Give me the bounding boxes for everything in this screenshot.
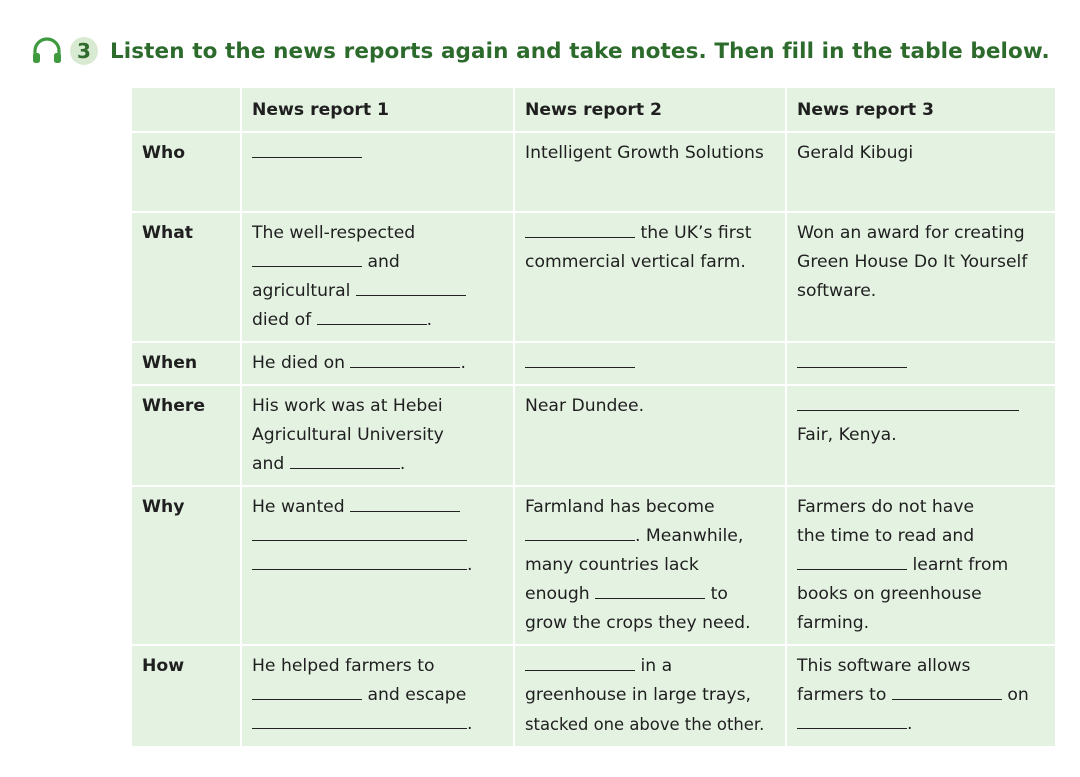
answer-blank[interactable] [252,142,362,158]
cell-text: The well-respected [252,223,416,243]
cell-where-report-1 [241,385,514,486]
table-row-how [131,645,1056,747]
exercise-header [30,34,1050,68]
cell-what-report-2 [514,212,786,342]
cell-text: He died on [252,353,346,373]
cell-text: and escape [367,685,467,705]
answer-blank[interactable] [252,713,467,729]
answer-blank[interactable] [350,496,460,512]
table-row-who [131,132,1056,212]
cell-text: His work was at Hebei Agricultural University [252,396,444,445]
exercise-instructions: Listen to the news reports again and take notes. Then fill in the table below. [110,38,1050,64]
column-header-report-1: News report 1 [241,87,514,132]
answer-blank[interactable] [525,222,635,238]
cell-text: Farmers do not have [797,497,975,517]
answer-blank[interactable] [317,309,427,325]
notes-table [130,86,1057,748]
cell-text: . [467,555,473,575]
answer-blank[interactable] [525,655,635,671]
table-row-when [131,342,1056,385]
cell-text: commercial vertical farm. [525,252,746,272]
column-header-report-3: News report 3 [786,87,1056,132]
cell-what-report-1 [241,212,514,342]
cell-text: agricultural [252,281,351,301]
cell-text: . Meanwhile, [635,526,744,546]
cell-text: farmers to [797,685,887,705]
cell-text: Fair, Kenya. [797,425,897,445]
cell-text: and [252,454,285,474]
cell-text: . [399,454,406,474]
cell-text: to [710,584,728,604]
cell-text: He wanted [252,497,345,517]
cell-what-report-3: Won an award for creating Green House Do It Yourself software. [786,212,1056,342]
cell-who-report-3: Gerald Kibugi [786,132,1056,212]
row-label-who: Who [131,132,241,212]
row-label-what: What [131,212,241,342]
answer-blank[interactable] [290,453,400,469]
cell-text: . [460,353,466,373]
header-empty-cell [131,87,241,132]
cell-text: farming. [797,613,870,633]
exercise-number: 3 [70,37,98,65]
answer-blank[interactable] [797,713,907,729]
headphones-icon[interactable] [30,34,64,68]
cell-text: greenhouse in large trays, [525,685,752,705]
cell-text: . [426,310,433,330]
cell-text: died of [252,310,312,330]
row-label-where: Where [131,385,241,486]
cell-text: the time to read and [797,526,975,546]
cell-when-report-3 [786,342,1056,385]
row-label-when: When [131,342,241,385]
cell-how-report-1 [241,645,514,747]
answer-blank[interactable] [252,251,362,267]
cell-text: grow the crops they need. [525,613,751,633]
table-header-row [131,87,1056,132]
table-row-what [131,212,1056,342]
row-label-why: Why [131,486,241,645]
answer-blank[interactable] [595,583,705,599]
answer-blank[interactable] [252,525,467,541]
cell-text: . [467,714,473,734]
answer-blank[interactable] [892,684,1002,700]
cell-text: This software allows [797,656,971,676]
answer-blank[interactable] [350,352,460,368]
cell-why-report-2 [514,486,786,645]
cell-how-report-2 [514,645,786,747]
cell-why-report-3 [786,486,1056,645]
cell-text: and [367,252,400,272]
row-label-how: How [131,645,241,747]
answer-blank[interactable] [252,684,362,700]
cell-text: Farmland has become [525,497,715,517]
cell-why-report-1 [241,486,514,645]
table-row-why [131,486,1056,645]
cell-text: the UK’s first [640,223,752,243]
cell-text: learnt from [912,555,1009,575]
cell-how-report-3 [786,645,1056,747]
answer-blank[interactable] [525,525,635,541]
cell-text: enough [525,584,590,604]
answer-blank[interactable] [252,554,467,570]
answer-blank[interactable] [797,395,1019,411]
cell-who-report-2: Intelligent Growth Solutions [514,132,786,212]
answer-blank[interactable] [525,352,635,368]
cell-text: stacked one above the other. [525,715,765,734]
cell-text: He helped farmers to [252,656,435,676]
cell-when-report-1 [241,342,514,385]
cell-text: in a [640,656,673,676]
column-header-report-2: News report 2 [514,87,786,132]
cell-text: books on greenhouse [797,584,982,604]
table-row-where [131,385,1056,486]
answer-blank[interactable] [356,280,466,296]
cell-text: many countries lack [525,555,699,575]
cell-when-report-2 [514,342,786,385]
cell-where-report-3 [786,385,1056,486]
cell-text: on [1007,685,1029,705]
cell-who-report-1 [241,132,514,212]
cell-text: . [907,714,913,734]
answer-blank[interactable] [797,352,907,368]
answer-blank[interactable] [797,554,907,570]
cell-where-report-2: Near Dundee. [514,385,786,486]
